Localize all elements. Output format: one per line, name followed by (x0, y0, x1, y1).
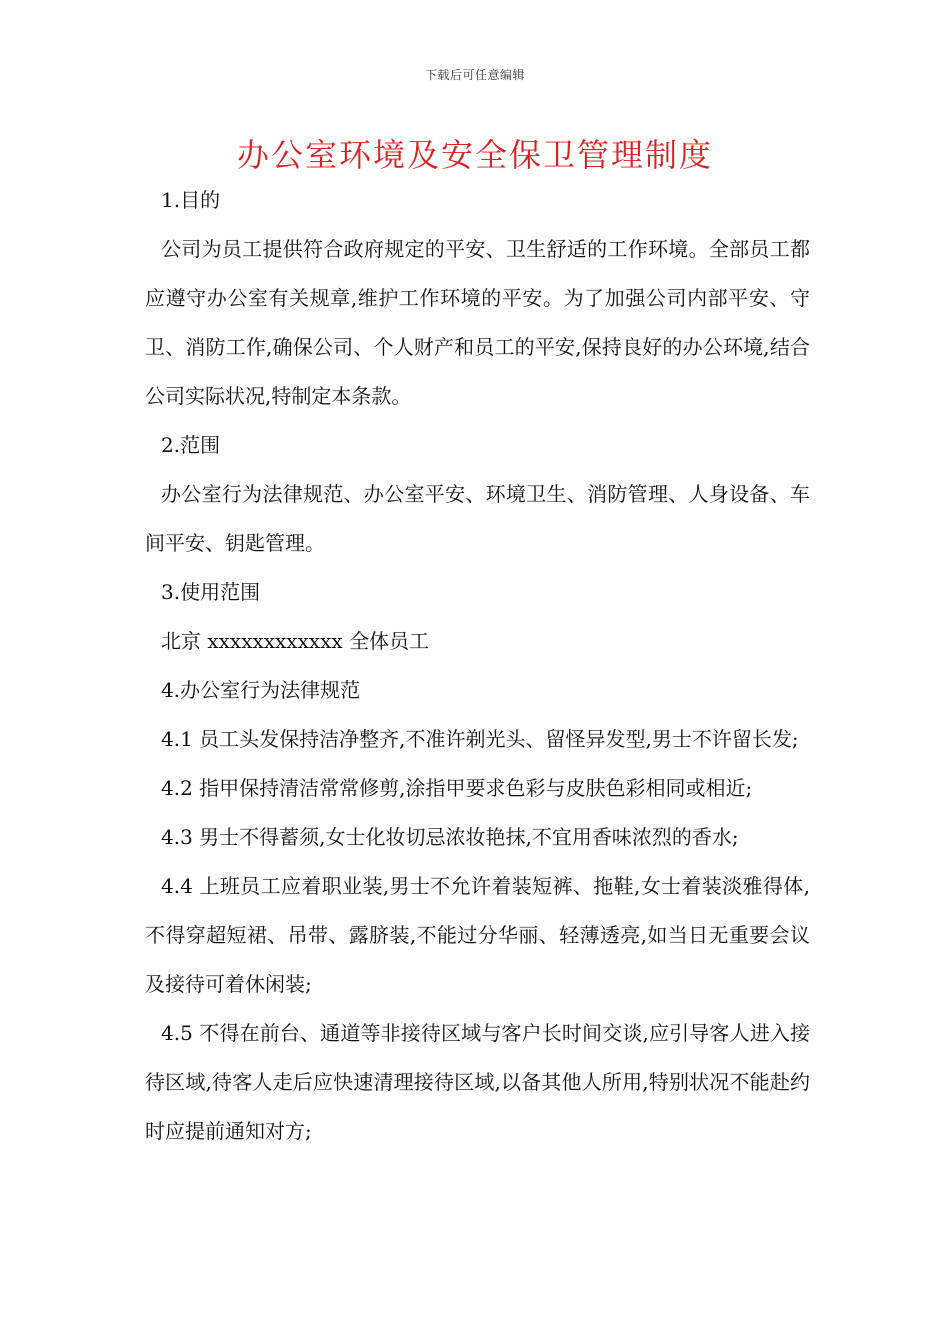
document-body (145, 176, 810, 1156)
section-heading-applicability: 3.使用范围 (161, 580, 261, 604)
paragraph-purpose: 公司为员工提供符合政府规定的平安、卫生舒适的工作环境。全部员工都应遵守办公室有关规章,维护工作环境的平安。为了加强公司内部平安、守卫、消防工作,确保公司、个人财产和员工的平安,保持良好的办公环境,结合公司实际状况,特制定本条款。 (145, 237, 810, 408)
section-heading-conduct: 4.办公室行为法律规范 (161, 678, 361, 702)
clause-4-1: 4.1 员工头发保持洁净整齐,不准许剃光头、留怪异发型,男士不许留长发; (161, 727, 799, 751)
header-note: 下载后可任意编辑 (424, 68, 525, 82)
clause-4-5: 4.5 不得在前台、通道等非接待区域与客户长时间交谈,应引导客人进入接待区域,待客人走后应快速清理接待区域,以备其他人所用,特别状况不能赴约时应提前通知对方; (145, 1021, 810, 1143)
paragraph-applicability: 北京 xxxxxxxxxxxx 全体员工 (161, 629, 430, 653)
clause-4-4: 4.4 上班员工应着职业装,男士不允许着装短裤、拖鞋,女士着装淡雅得体,不得穿超短裙、吊带、露脐装,不能过分华丽、轻薄透亮,如当日无重要会议及接待可着休闲装; (145, 874, 810, 996)
section-heading-purpose: 1.目的 (161, 188, 221, 212)
paragraph-scope: 办公室行为法律规范、办公室平安、环境卫生、消防管理、人身设备、车间平安、钥匙管理。 (145, 482, 810, 555)
clause-4-2: 4.2 指甲保持清洁常常修剪,涂指甲要求色彩与皮肤色彩相同或相近; (161, 776, 753, 800)
section-heading-scope: 2.范围 (161, 433, 221, 457)
clause-4-3: 4.3 男士不得蓄须,女士化妆切忌浓妆艳抹,不宜用香味浓烈的香水; (161, 825, 739, 849)
document-title: 办公室环境及安全保卫管理制度 (236, 136, 713, 174)
